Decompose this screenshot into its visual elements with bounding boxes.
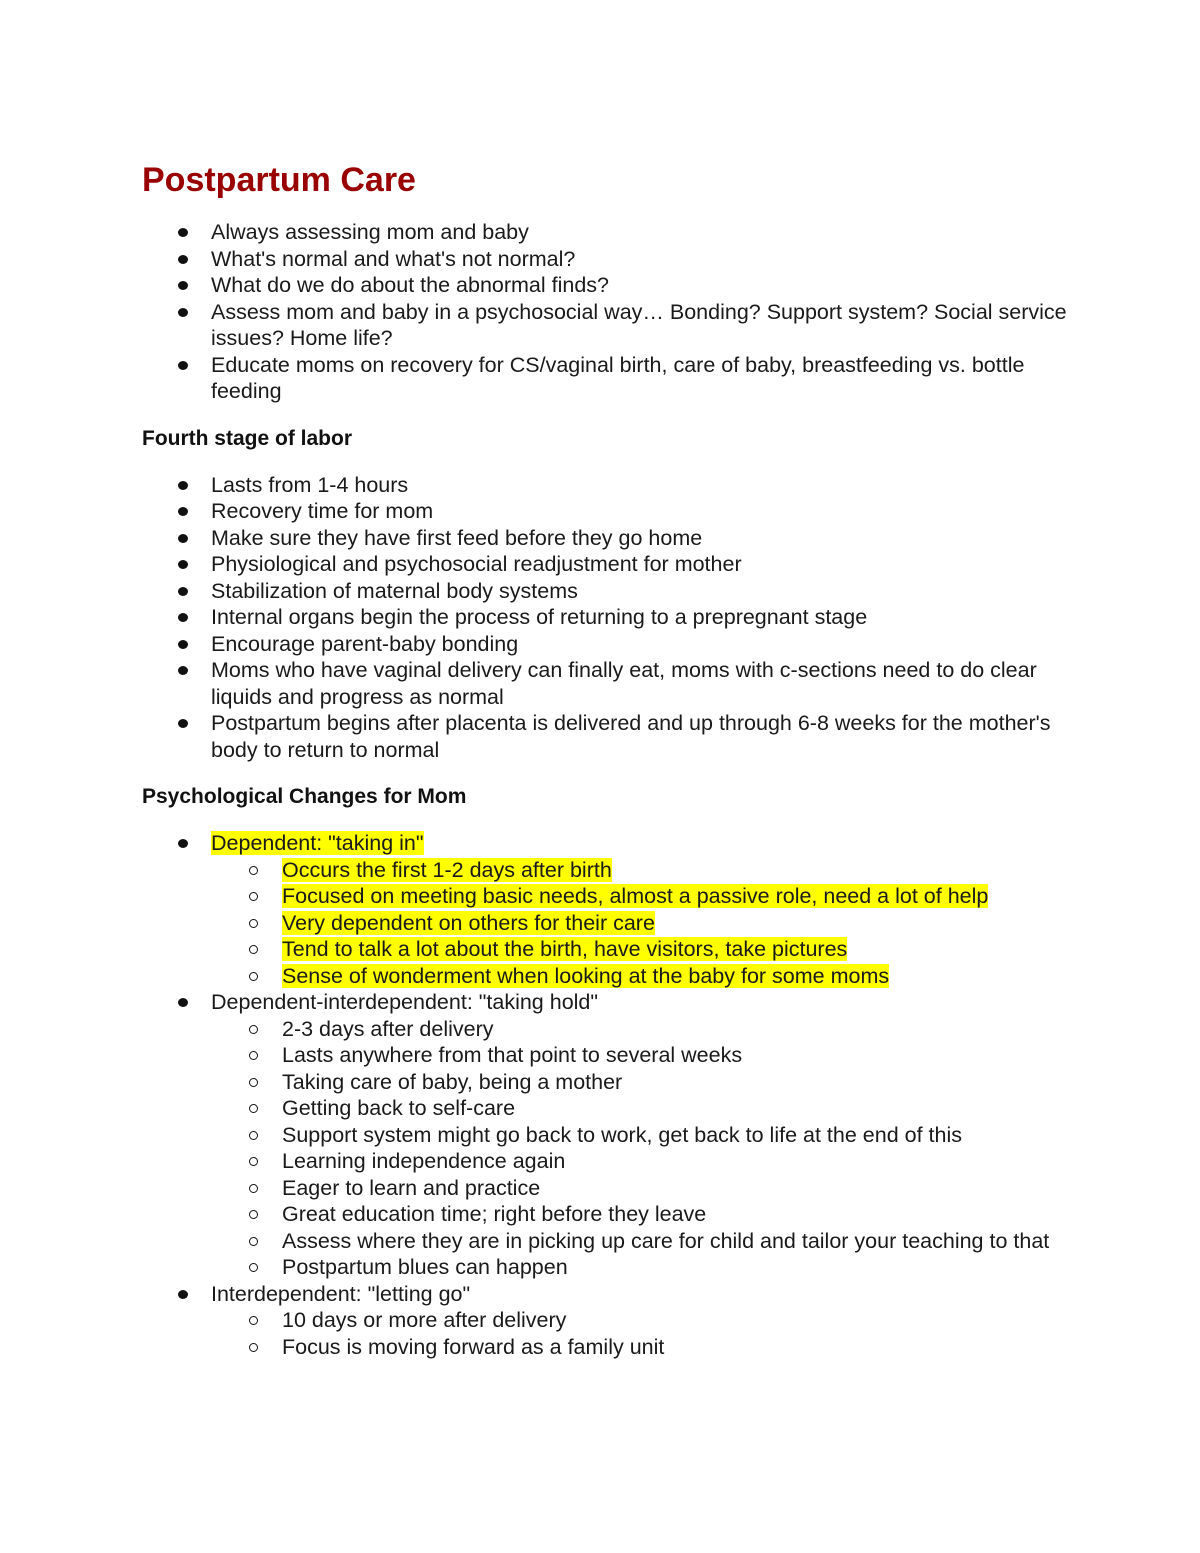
bullet-icon bbox=[178, 666, 188, 675]
list-item: Moms who have vaginal delivery can finally eat, moms with c-sections need to do clear liquids and progress as normal bbox=[142, 657, 1082, 710]
sub-list-item: Assess where they are in picking up care for child and tailor your teaching to that bbox=[142, 1228, 1082, 1255]
highlighted-text: Tend to talk a lot about the birth, have visitors, take pictures bbox=[282, 937, 848, 961]
document-page bbox=[142, 158, 1082, 1360]
section-heading-fourth-stage: Fourth stage of labor bbox=[142, 426, 352, 450]
bullet-icon bbox=[178, 1290, 188, 1299]
bullet-icon bbox=[178, 719, 188, 728]
list-item: What's normal and what's not normal? bbox=[142, 246, 1082, 273]
hollow-bullet-icon bbox=[249, 866, 258, 875]
sub-list-item bbox=[142, 936, 1082, 963]
hollow-bullet-icon bbox=[249, 1131, 258, 1140]
list-item: Assess mom and baby in a psychosocial way… Bonding? Support system? Social service issues? Home life? bbox=[142, 299, 1082, 352]
bullet-icon bbox=[178, 587, 188, 596]
hollow-bullet-icon bbox=[249, 1078, 258, 1087]
page-title: Postpartum Care bbox=[142, 161, 416, 199]
hollow-bullet-icon bbox=[249, 1237, 258, 1246]
highlighted-text: Focused on meeting basic needs, almost a passive role, need a lot of help bbox=[282, 884, 989, 908]
list-item: Internal organs begin the process of returning to a prepregnant stage bbox=[142, 604, 1082, 631]
list-item: Recovery time for mom bbox=[142, 498, 1082, 525]
highlighted-text: Occurs the first 1-2 days after birth bbox=[282, 857, 612, 882]
sub-list-item: 2-3 days after delivery bbox=[142, 1016, 1082, 1043]
list-item: Encourage parent-baby bonding bbox=[142, 631, 1082, 658]
hollow-bullet-icon bbox=[249, 972, 258, 981]
phase-item-taking-hold: Dependent-interdependent: "taking hold" 2-3 days after delivery Lasts anywhere from that point to several weeks Taking care of baby, being a mother Getting back to self-care Support system might go back to work, get back to life at the end of this Learning independence again Eager to learn and practice Great education time; right before they leave Assess where they are in picking up care for child and tailor your teaching to that Postpartum blues can happen bbox=[142, 989, 1082, 1281]
psych-phases-list bbox=[142, 830, 1082, 1360]
phase-item-letting-go: Interdependent: "letting go" 10 days or more after delivery Focus is moving forward as a family unit bbox=[142, 1281, 1082, 1361]
list-item: Postpartum begins after placenta is delivered and up through 6-8 weeks for the mother's body to return to normal bbox=[142, 710, 1082, 763]
section-heading-psych-changes: Psychological Changes for Mom bbox=[142, 785, 467, 808]
hollow-bullet-icon bbox=[249, 1263, 258, 1272]
list-item: Physiological and psychosocial readjustment for mother bbox=[142, 551, 1082, 578]
hollow-bullet-icon bbox=[249, 892, 258, 901]
list-item: Educate moms on recovery for CS/vaginal birth, care of baby, breastfeeding vs. bottle feeding bbox=[142, 352, 1082, 405]
sub-list-item: Great education time; right before they leave bbox=[142, 1201, 1082, 1228]
hollow-bullet-icon bbox=[249, 919, 258, 928]
bullet-icon bbox=[178, 308, 188, 317]
sub-list-item: Learning independence again bbox=[142, 1148, 1082, 1175]
fourth-stage-list bbox=[142, 472, 1082, 764]
bullet-icon bbox=[178, 481, 188, 490]
sub-list-item: Eager to learn and practice bbox=[142, 1175, 1082, 1202]
bullet-icon bbox=[178, 613, 188, 622]
hollow-bullet-icon bbox=[249, 1210, 258, 1219]
phase-sublist bbox=[211, 857, 1082, 990]
sub-list-item: Postpartum blues can happen bbox=[142, 1254, 1082, 1281]
phase-sublist bbox=[211, 1016, 1082, 1281]
highlighted-text: Sense of wonderment when looking at the baby for some moms bbox=[282, 963, 890, 988]
sub-list-item: Support system might go back to work, get back to life at the end of this bbox=[142, 1122, 1082, 1149]
sub-list-item bbox=[142, 910, 1082, 937]
hollow-bullet-icon bbox=[249, 1051, 258, 1060]
highlighted-text: Dependent: "taking in" bbox=[211, 831, 424, 855]
sub-list-item: Taking care of baby, being a mother bbox=[142, 1069, 1082, 1096]
sub-list-item bbox=[142, 857, 1082, 884]
phase-item-taking-in bbox=[142, 830, 1082, 989]
highlighted-text: Very dependent on others for their care bbox=[282, 910, 655, 935]
hollow-bullet-icon bbox=[249, 1157, 258, 1166]
bullet-icon bbox=[178, 228, 188, 237]
sub-list-item: Focus is moving forward as a family unit bbox=[142, 1334, 1082, 1361]
bullet-icon bbox=[178, 560, 188, 569]
bullet-icon bbox=[178, 281, 188, 290]
list-item: Make sure they have first feed before they go home bbox=[142, 525, 1082, 552]
phase-sublist bbox=[211, 1307, 1082, 1360]
bullet-icon bbox=[178, 507, 188, 516]
hollow-bullet-icon bbox=[249, 1104, 258, 1113]
sub-list-item: 10 days or more after delivery bbox=[142, 1307, 1082, 1334]
hollow-bullet-icon bbox=[249, 945, 258, 954]
bullet-icon bbox=[178, 534, 188, 543]
bullet-icon bbox=[178, 255, 188, 264]
hollow-bullet-icon bbox=[249, 1316, 258, 1325]
sub-list-item bbox=[142, 883, 1082, 910]
hollow-bullet-icon bbox=[249, 1025, 258, 1034]
list-item: Lasts from 1-4 hours bbox=[142, 472, 1082, 499]
bullet-icon bbox=[178, 839, 188, 848]
intro-list bbox=[142, 219, 1082, 405]
list-item: Stabilization of maternal body systems bbox=[142, 578, 1082, 605]
list-item: What do we do about the abnormal finds? bbox=[142, 272, 1082, 299]
bullet-icon bbox=[178, 640, 188, 649]
sub-list-item: Lasts anywhere from that point to several weeks bbox=[142, 1042, 1082, 1069]
bullet-icon bbox=[178, 361, 188, 370]
list-item: Always assessing mom and baby bbox=[142, 219, 1082, 246]
hollow-bullet-icon bbox=[249, 1184, 258, 1193]
bullet-icon bbox=[178, 998, 188, 1007]
hollow-bullet-icon bbox=[249, 1343, 258, 1352]
sub-list-item bbox=[142, 963, 1082, 990]
sub-list-item: Getting back to self-care bbox=[142, 1095, 1082, 1122]
